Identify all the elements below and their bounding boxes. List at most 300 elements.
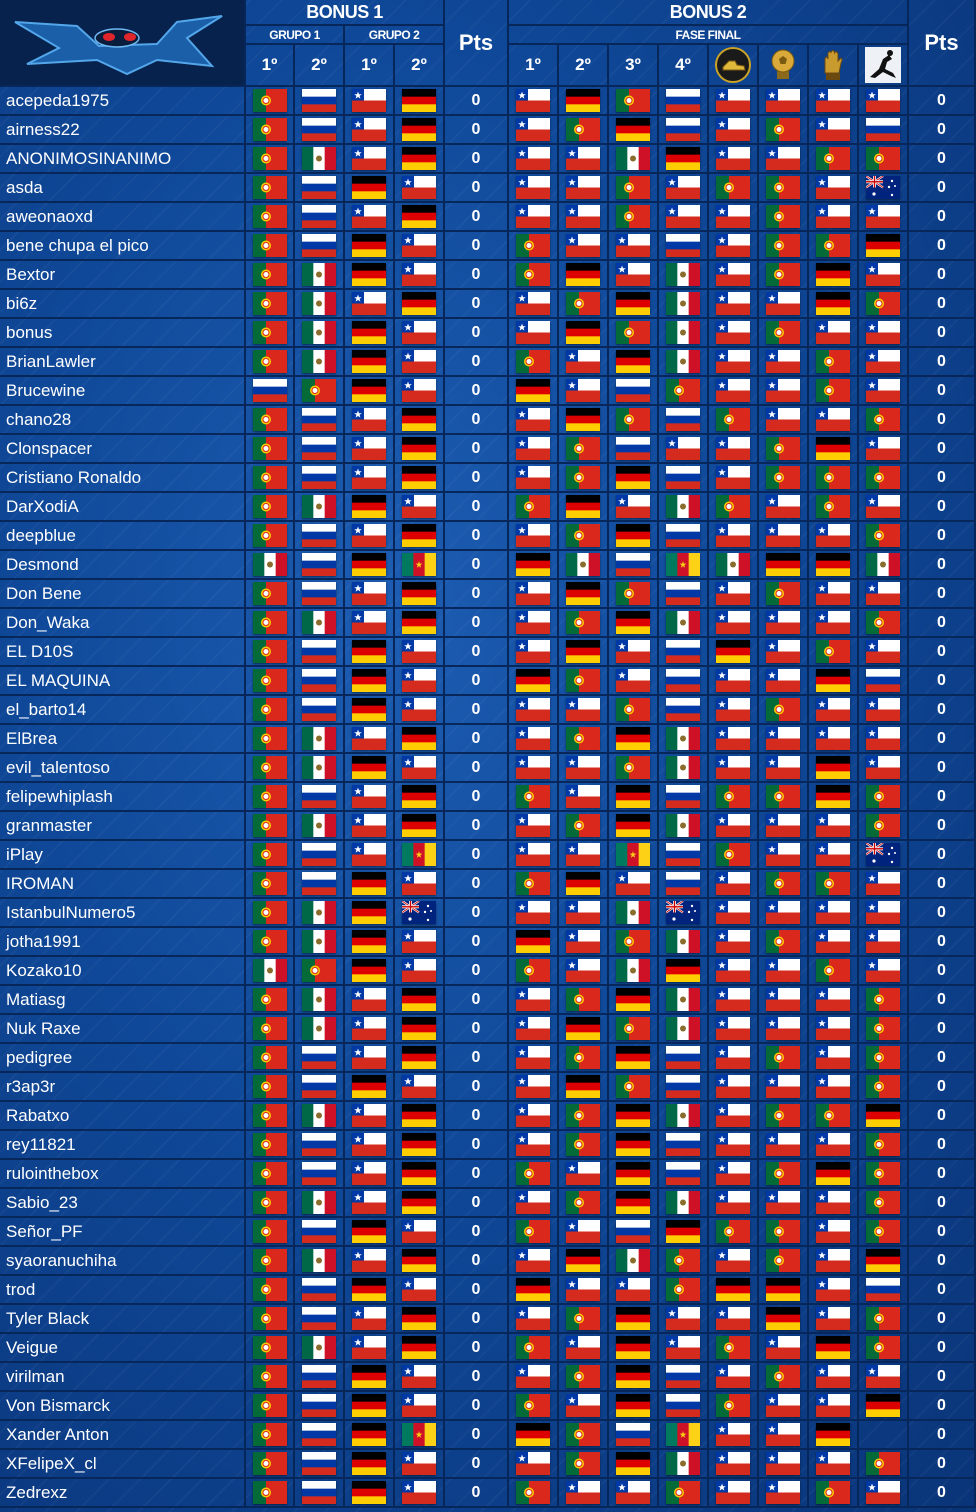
- player-name: rulointhebox: [6, 1163, 99, 1183]
- bonus2-points: 0: [937, 1367, 946, 1385]
- bonus1-pick-cell: [295, 435, 345, 464]
- bonus2-pick-cell: [509, 1479, 559, 1508]
- bonus2-pick-cell: [859, 870, 909, 899]
- portugal-flag-icon: [253, 147, 287, 170]
- player-name: jotha1991: [6, 931, 81, 951]
- bonus2-pick-cell: [759, 319, 809, 348]
- bonus1-pick-cell: [345, 609, 395, 638]
- player-name-cell: [0, 870, 246, 899]
- portugal-flag-icon: [766, 930, 800, 953]
- bonus2-pick-cell: [509, 174, 559, 203]
- blank-flag-icon: [866, 1423, 900, 1446]
- bonus2-pick-cell: [709, 957, 759, 986]
- bonus1-points-cell: [445, 1131, 509, 1160]
- chile-flag-icon: [516, 1075, 550, 1098]
- bonus1-pick-cell: [395, 870, 445, 899]
- chile-flag-icon: [352, 466, 386, 489]
- chile-flag-icon: [816, 814, 850, 837]
- bonus1-pick-cell: [246, 1276, 295, 1305]
- bonus2-pick-cell: [659, 1218, 709, 1247]
- bonus2-points: 0: [937, 468, 946, 486]
- germany-flag-icon: [352, 495, 386, 518]
- player-name-cell: [0, 1073, 246, 1102]
- germany-flag-icon: [616, 118, 650, 141]
- bonus2-pick-cell: [659, 1479, 709, 1508]
- bonus2-pick-cell: [809, 783, 859, 812]
- bonus2-points-cell: [909, 783, 976, 812]
- germany-flag-icon: [566, 263, 600, 286]
- bonus2-pick-cell: [509, 1334, 559, 1363]
- bonus2-pick-cell: [509, 1218, 559, 1247]
- bonus1-pick-cell: [295, 1073, 345, 1102]
- bonus1-points-cell: [445, 754, 509, 783]
- germany-flag-icon: [516, 669, 550, 692]
- player-name-cell: [0, 435, 246, 464]
- bonus2-pick-cell: [509, 522, 559, 551]
- germany-flag-icon: [616, 785, 650, 808]
- player-name: Don_Waka: [6, 612, 90, 632]
- russia-flag-icon: [302, 176, 336, 199]
- bonus2-pick-cell: [609, 1015, 659, 1044]
- bonus1-pick-cell: [395, 841, 445, 870]
- bonus1-points-cell: [445, 1421, 509, 1450]
- portugal-flag-icon: [866, 1220, 900, 1243]
- portugal-flag-icon: [566, 1191, 600, 1214]
- bonus2-pick-cell: [809, 1102, 859, 1131]
- player-name: BrianLawler: [6, 351, 96, 371]
- bonus2-points: 0: [937, 1164, 946, 1182]
- bonus2-points: 0: [937, 613, 946, 631]
- bonus1-pick-cell: [246, 1073, 295, 1102]
- bonus2-pick-cell: [759, 841, 809, 870]
- player-name: IROMAN: [6, 873, 74, 893]
- player-name: Don Bene: [6, 583, 82, 603]
- bonus1-pick-cell: [295, 493, 345, 522]
- bonus2-pick-cell: [559, 551, 609, 580]
- bonus2-points: 0: [937, 207, 946, 225]
- bonus2-pick-cell: [659, 609, 709, 638]
- mexico-flag-icon: [302, 1336, 336, 1359]
- bonus1-points: 0: [471, 323, 481, 341]
- chile-flag-icon: [516, 292, 550, 315]
- bonus2-pick-cell: [509, 87, 559, 116]
- bonus1-pick-cell: [246, 1421, 295, 1450]
- russia-flag-icon: [666, 640, 700, 663]
- chile-flag-icon: [866, 321, 900, 344]
- bonus1-pick-cell: [345, 174, 395, 203]
- player-name: ANONIMOSINANIMO: [6, 148, 172, 168]
- bonus1-position-header: [395, 45, 445, 87]
- bonus2-pick-cell: [609, 435, 659, 464]
- mexico-flag-icon: [666, 263, 700, 286]
- bonus1-pick-cell: [246, 638, 295, 667]
- bonus1-pick-cell: [246, 870, 295, 899]
- chile-flag-icon: [516, 843, 550, 866]
- bonus2-pick-cell: [709, 1450, 759, 1479]
- bonus2-points: 0: [937, 1135, 946, 1153]
- bonus2-points-cell: [909, 435, 976, 464]
- bonus1-pick-cell: [295, 1044, 345, 1073]
- germany-flag-icon: [616, 1336, 650, 1359]
- bonus2-pick-cell: [559, 377, 609, 406]
- position-label: 2º: [575, 55, 591, 74]
- bonus2-pick-cell: [709, 1218, 759, 1247]
- chile-flag-icon: [402, 872, 436, 895]
- bonus2-pick-cell: [809, 522, 859, 551]
- germany-flag-icon: [516, 553, 550, 576]
- bonus2-pick-cell: [509, 203, 559, 232]
- bonus1-pick-cell: [345, 145, 395, 174]
- bonus1-points-cell: [445, 464, 509, 493]
- chile-flag-icon: [516, 176, 550, 199]
- chile-flag-icon: [716, 1046, 750, 1069]
- bonus1-pick-cell: [395, 725, 445, 754]
- bonus2-pick-cell: [809, 928, 859, 957]
- chile-flag-icon: [402, 1278, 436, 1301]
- portugal-flag-icon: [253, 1307, 287, 1330]
- bonus2-points-cell: [909, 1131, 976, 1160]
- bonus1-pick-cell: [295, 812, 345, 841]
- russia-flag-icon: [666, 234, 700, 257]
- chile-flag-icon: [402, 176, 436, 199]
- bonus1-points-cell: [445, 377, 509, 406]
- mexico-flag-icon: [302, 1104, 336, 1127]
- portugal-flag-icon: [566, 466, 600, 489]
- bonus1-pick-cell: [395, 406, 445, 435]
- bonus1-pick-cell: [345, 464, 395, 493]
- bonus2-pick-cell: [559, 145, 609, 174]
- bonus2-pick-cell: [709, 319, 759, 348]
- bonus1-pick-cell: [345, 1305, 395, 1334]
- bonus2-points-cell: [909, 203, 976, 232]
- award-header: [759, 45, 809, 87]
- chile-flag-icon: [352, 1133, 386, 1156]
- bonus2-pick-cell: [859, 957, 909, 986]
- bonus2-pick-cell: [759, 609, 809, 638]
- bonus2-points-cell: [909, 1479, 976, 1508]
- player-name-cell: [0, 609, 246, 638]
- bonus2-pick-cell: [509, 551, 559, 580]
- chile-flag-icon: [516, 1104, 550, 1127]
- bonus1-points: 0: [471, 265, 481, 283]
- bonus2-position-header: [609, 45, 659, 87]
- bonus1-points: 0: [471, 149, 481, 167]
- mexico-flag-icon: [253, 553, 287, 576]
- chile-flag-icon: [766, 147, 800, 170]
- bonus2-pick-cell: [509, 986, 559, 1015]
- germany-flag-icon: [402, 1336, 436, 1359]
- bonus2-title: BONUS 2: [669, 1, 747, 22]
- bonus2-pick-cell: [759, 638, 809, 667]
- chile-flag-icon: [866, 437, 900, 460]
- chile-flag-icon: [516, 1249, 550, 1272]
- bonus2-pick-cell: [509, 1044, 559, 1073]
- bonus2-pick-cell: [559, 1073, 609, 1102]
- germany-flag-icon: [816, 785, 850, 808]
- bonus2-pick-cell: [859, 1363, 909, 1392]
- player-name: granmaster: [6, 815, 92, 835]
- bonus1-pick-cell: [395, 1392, 445, 1421]
- chile-flag-icon: [766, 1017, 800, 1040]
- chile-flag-icon: [816, 1075, 850, 1098]
- chile-flag-icon: [716, 379, 750, 402]
- bonus1-pick-cell: [395, 464, 445, 493]
- portugal-flag-icon: [566, 988, 600, 1011]
- chile-flag-icon: [866, 205, 900, 228]
- bonus2-pick-cell: [859, 899, 909, 928]
- chile-flag-icon: [716, 901, 750, 924]
- portugal-flag-icon: [253, 1220, 287, 1243]
- bonus2-pick-cell: [809, 406, 859, 435]
- player-name: EL MAQUINA: [6, 670, 111, 690]
- bonus2-pick-cell: [559, 493, 609, 522]
- mexico-flag-icon: [666, 350, 700, 373]
- bonus2-pick-cell: [559, 725, 609, 754]
- portugal-flag-icon: [766, 176, 800, 199]
- bonus1-points-cell: [445, 725, 509, 754]
- bonus2-pick-cell: [809, 232, 859, 261]
- germany-flag-icon: [402, 1046, 436, 1069]
- chile-flag-icon: [766, 495, 800, 518]
- bonus2-pick-cell: [709, 609, 759, 638]
- bonus1-pick-cell: [295, 928, 345, 957]
- mexico-flag-icon: [666, 814, 700, 837]
- bonus2-pick-cell: [709, 464, 759, 493]
- bonus2-pick-cell: [759, 725, 809, 754]
- player-name-cell: [0, 1421, 246, 1450]
- player-name: bi6z: [6, 293, 38, 313]
- bonus2-pick-cell: [759, 406, 809, 435]
- player-name-cell: [0, 1189, 246, 1218]
- russia-flag-icon: [666, 698, 700, 721]
- germany-flag-icon: [816, 1162, 850, 1185]
- mexico-flag-icon: [666, 1017, 700, 1040]
- bonus2-points: 0: [937, 1193, 946, 1211]
- germany-flag-icon: [352, 379, 386, 402]
- bonus1-pick-cell: [395, 899, 445, 928]
- chile-flag-icon: [516, 147, 550, 170]
- bonus1-pick-cell: [295, 203, 345, 232]
- bonus2-pick-cell: [809, 116, 859, 145]
- mexico-flag-icon: [616, 901, 650, 924]
- bonus2-pick-cell: [559, 638, 609, 667]
- germany-flag-icon: [616, 814, 650, 837]
- bonus2-pick-cell: [609, 957, 659, 986]
- bonus2-pick-cell: [659, 551, 709, 580]
- chile-flag-icon: [566, 756, 600, 779]
- chile-flag-icon: [866, 698, 900, 721]
- bonus1-points: 0: [471, 1483, 481, 1501]
- bonus2-pick-cell: [609, 348, 659, 377]
- chile-flag-icon: [866, 959, 900, 982]
- bonus2-points-cell: [909, 1160, 976, 1189]
- player-name: Zedrexz: [6, 1482, 68, 1502]
- portugal-flag-icon: [253, 1394, 287, 1417]
- bonus2-points-cell: [909, 754, 976, 783]
- position-label: 1º: [361, 55, 377, 74]
- bonus1-points: 0: [471, 381, 481, 399]
- chile-flag-icon: [402, 1481, 436, 1504]
- russia-flag-icon: [666, 1162, 700, 1185]
- bonus2-points: 0: [937, 1425, 946, 1443]
- bonus2-pick-cell: [559, 1363, 609, 1392]
- award-header: [809, 45, 859, 87]
- bonus1-pick-cell: [395, 348, 445, 377]
- bonus2-pick-cell: [609, 841, 659, 870]
- chile-flag-icon: [816, 524, 850, 547]
- chile-flag-icon: [716, 930, 750, 953]
- bonus1-position-header: [246, 45, 295, 87]
- chile-flag-icon: [566, 147, 600, 170]
- bonus1-pick-cell: [295, 1102, 345, 1131]
- bonus2-pick-cell: [759, 870, 809, 899]
- bonus1-pick-cell: [246, 232, 295, 261]
- chile-flag-icon: [516, 205, 550, 228]
- bonus1-points-cell: [445, 1305, 509, 1334]
- bonus1-pick-cell: [295, 145, 345, 174]
- chile-flag-icon: [866, 872, 900, 895]
- bonus2-points: 0: [937, 990, 946, 1008]
- bonus2-pick-cell: [859, 1276, 909, 1305]
- bonus1-pick-cell: [345, 1450, 395, 1479]
- portugal-flag-icon: [516, 959, 550, 982]
- bonus2-pick-cell: [859, 1421, 909, 1450]
- bonus1-pick-cell: [246, 116, 295, 145]
- bonus2-pick-cell: [609, 232, 659, 261]
- chile-flag-icon: [516, 698, 550, 721]
- portugal-flag-icon: [816, 959, 850, 982]
- bonus2-pick-cell: [659, 1276, 709, 1305]
- mexico-flag-icon: [616, 1249, 650, 1272]
- bonus1-pick-cell: [345, 493, 395, 522]
- germany-flag-icon: [352, 263, 386, 286]
- bonus1-pick-cell: [246, 609, 295, 638]
- player-name: IstanbulNumero5: [6, 902, 136, 922]
- bonus1-pick-cell: [295, 464, 345, 493]
- portugal-flag-icon: [666, 1249, 700, 1272]
- bonus2-pick-cell: [809, 696, 859, 725]
- portugal-flag-icon: [516, 1220, 550, 1243]
- bonus2-pick-cell: [759, 522, 809, 551]
- portugal-flag-icon: [253, 1046, 287, 1069]
- bonus1-pick-cell: [295, 1131, 345, 1160]
- chile-flag-icon: [816, 1365, 850, 1388]
- bonus2-pick-cell: [659, 174, 709, 203]
- bonus1-pick-cell: [345, 232, 395, 261]
- bonus2-points: 0: [937, 700, 946, 718]
- bonus2-pick-cell: [859, 406, 909, 435]
- bonus2-pick-cell: [809, 290, 859, 319]
- chile-flag-icon: [516, 408, 550, 431]
- bonus2-points-cell: [909, 696, 976, 725]
- russia-flag-icon: [302, 785, 336, 808]
- mexico-flag-icon: [566, 553, 600, 576]
- bonus1-points-cell: [445, 348, 509, 377]
- mexico-flag-icon: [302, 147, 336, 170]
- bonus2-pick-cell: [559, 667, 609, 696]
- player-name-cell: [0, 783, 246, 812]
- portugal-flag-icon: [516, 872, 550, 895]
- bonus1-pick-cell: [246, 1102, 295, 1131]
- bonus2-pick-cell: [609, 116, 659, 145]
- germany-flag-icon: [516, 1423, 550, 1446]
- bonus2-pick-cell: [559, 1044, 609, 1073]
- portugal-flag-icon: [253, 89, 287, 112]
- bonus2-pick-cell: [559, 580, 609, 609]
- bonus1-points: 0: [471, 1106, 481, 1124]
- site-logo: [0, 0, 246, 87]
- portugal-flag-icon: [866, 785, 900, 808]
- bonus1-pick-cell: [246, 696, 295, 725]
- bonus2-pick-cell: [509, 841, 559, 870]
- chile-flag-icon: [716, 1365, 750, 1388]
- bonus2-pick-cell: [659, 1421, 709, 1450]
- bonus1-pick-cell: [345, 1247, 395, 1276]
- portugal-flag-icon: [866, 1307, 900, 1330]
- bonus2-pick-cell: [659, 1305, 709, 1334]
- player-name: ElBrea: [6, 728, 58, 748]
- bonus2-pick-cell: [559, 348, 609, 377]
- bonus2-pick-cell: [559, 1479, 609, 1508]
- bonus1-pick-cell: [246, 551, 295, 580]
- germany-flag-icon: [352, 930, 386, 953]
- chile-flag-icon: [666, 176, 700, 199]
- chile-flag-icon: [816, 843, 850, 866]
- chile-flag-icon: [716, 1133, 750, 1156]
- chile-flag-icon: [716, 89, 750, 112]
- bonus2-points-cell: [909, 1276, 976, 1305]
- bonus2-points-cell: [909, 870, 976, 899]
- bonus1-pick-cell: [246, 928, 295, 957]
- chile-flag-icon: [352, 611, 386, 634]
- bonus1-points: 0: [471, 613, 481, 631]
- germany-flag-icon: [616, 1365, 650, 1388]
- chile-flag-icon: [402, 1394, 436, 1417]
- germany-flag-icon: [616, 1394, 650, 1417]
- bonus2-pick-cell: [709, 1392, 759, 1421]
- bonus1-pick-cell: [295, 1421, 345, 1450]
- chile-flag-icon: [716, 1075, 750, 1098]
- chile-flag-icon: [352, 1336, 386, 1359]
- chile-flag-icon: [816, 1046, 850, 1069]
- australia-flag-icon: [402, 901, 436, 924]
- chile-flag-icon: [716, 1162, 750, 1185]
- bonus2-points: 0: [937, 1077, 946, 1095]
- bonus2-pick-cell: [709, 1102, 759, 1131]
- chile-flag-icon: [766, 379, 800, 402]
- portugal-flag-icon: [253, 1249, 287, 1272]
- bonus2-points-cell: [909, 580, 976, 609]
- germany-flag-icon: [402, 785, 436, 808]
- germany-flag-icon: [352, 553, 386, 576]
- bonus2-pick-cell: [659, 1160, 709, 1189]
- player-name: Xander Anton: [6, 1424, 110, 1444]
- russia-flag-icon: [302, 582, 336, 605]
- bonus1-points-cell: [445, 406, 509, 435]
- mexico-flag-icon: [302, 1017, 336, 1040]
- bonus2-pick-cell: [859, 493, 909, 522]
- bonus2-pick-cell: [659, 1073, 709, 1102]
- bonus1-points: 0: [471, 1222, 481, 1240]
- bonus2-pick-cell: [659, 493, 709, 522]
- bonus2-pick-cell: [809, 261, 859, 290]
- chile-flag-icon: [716, 959, 750, 982]
- bonus1-pick-cell: [295, 725, 345, 754]
- bonus2-points: 0: [937, 874, 946, 892]
- bonus1-pick-cell: [246, 1015, 295, 1044]
- bonus1-pick-cell: [295, 1160, 345, 1189]
- bonus2-pick-cell: [509, 1102, 559, 1131]
